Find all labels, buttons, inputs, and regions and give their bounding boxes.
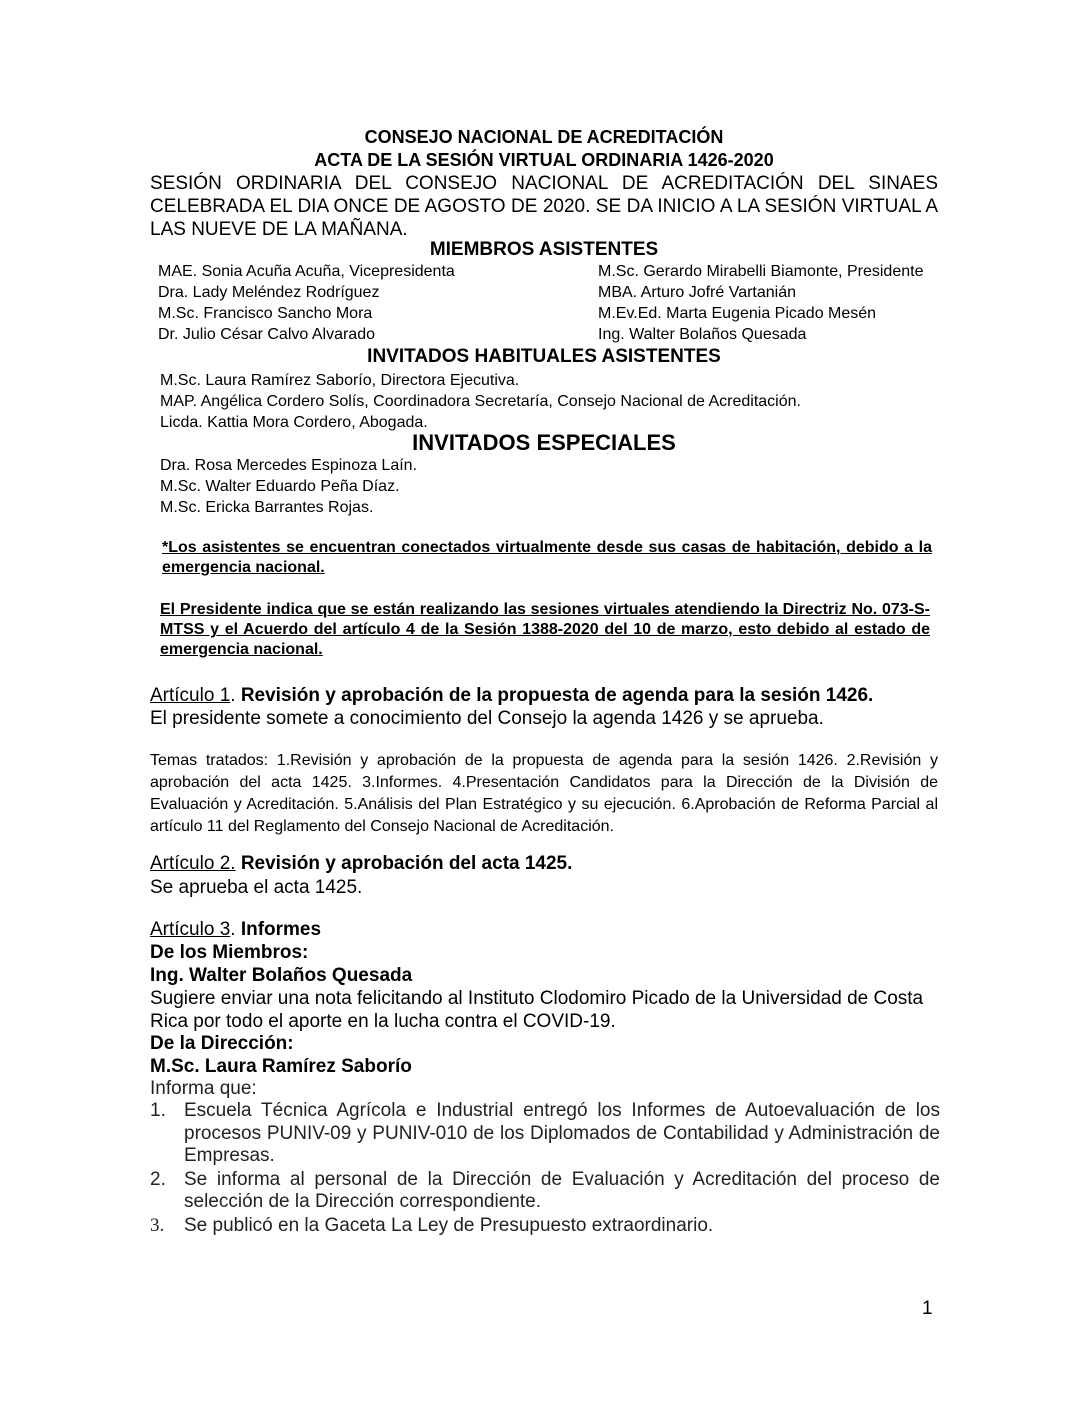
articulo-3-heading: Artículo 3. Informes [150, 919, 322, 940]
list-item: 3. Se publicó en la Gaceta La Ley de Presupuesto extraordinario. [150, 1214, 714, 1236]
guest-name: Licda. Kattia Mora Cordero, Abogada. [160, 414, 428, 431]
miembros-left-column [158, 261, 455, 345]
guest-name: MAP. Angélica Cordero Solís, Coordinadora Secretaría, Consejo Nacional de Acreditación. [160, 393, 801, 410]
member-name: Dra. Lady Meléndez Rodríguez [158, 284, 380, 301]
direccion-subheading: De la Dirección: [150, 1033, 294, 1054]
miembros-heading: MIEMBROS ASISTENTES [429, 239, 659, 260]
guest-name: Dra. Rosa Mercedes Espinoza Laín. [160, 457, 418, 474]
member-name: MBA. Arturo Jofré Vartanián [598, 284, 797, 301]
director-laura-heading: M.Sc. Laura Ramírez Saborío [150, 1056, 412, 1077]
virtual-attendance-note: *Los asistentes se encuentran conectados virtualmente desde sus casas de habitación, debido a la emergencia nacional. [162, 539, 932, 576]
document-subtitle: ACTA DE LA SESIÓN VIRTUAL ORDINARIA 1426-2020 [314, 150, 774, 170]
guest-name: M.Sc. Walter Eduardo Peña Díaz. [160, 478, 400, 495]
especiales-list [160, 455, 417, 518]
page-number: 1 [922, 1298, 933, 1319]
miembros-subheading: De los Miembros: [150, 942, 309, 963]
member-name: M.Sc. Gerardo Mirabelli Biamonte, Presidente [598, 263, 924, 280]
member-name: M.Ev.Ed. Marta Eugenia Picado Mesén [598, 305, 877, 322]
informa-que-label: Informa que: [150, 1078, 257, 1099]
habituales-heading: INVITADOS HABITUALES ASISTENTES [367, 346, 721, 367]
list-item: 1. Escuela Técnica Agrícola e Industrial entregó los Informes de Autoevaluación de los procesos PUNIV-09 y PUNIV-010 de los Diplomados de Contabilidad y Administración de Empresas. [150, 1100, 940, 1166]
guest-name: M.Sc. Laura Ramírez Saborío, Directora Ejecutiva. [160, 372, 520, 389]
articulo-1-text: El presidente somete a conocimiento del Consejo la agenda 1426 y se aprueba. [150, 708, 824, 729]
member-name: MAE. Sonia Acuña Acuña, Vicepresidenta [158, 263, 455, 280]
session-intro: SESIÓN ORDINARIA DEL CONSEJO NACIONAL DE ACREDITACIÓN DEL SINAES CELEBRADA EL DIA ONCE DE AGOSTO DE 2020. SE DA INICIO A LA SESIÓN VIRTUAL A LAS NUEVE DE LA MAÑANA. [150, 173, 938, 240]
member-name: Ing. Walter Bolaños Quesada [598, 326, 807, 343]
walter-report-text: Sugiere enviar una nota felicitando al Instituto Clodomiro Picado de la Universidad de Costa Rica por todo el aporte en la lucha contra el COVID-19. [150, 988, 924, 1032]
informes-list [150, 1100, 940, 1238]
list-item: 2. Se informa al personal de la Dirección de Evaluación y Acreditación del proceso de selección de la Dirección correspondiente. [150, 1168, 940, 1212]
guest-name: M.Sc. Ericka Barrantes Rojas. [160, 499, 374, 516]
miembros-right-column [598, 261, 923, 345]
member-walter-heading: Ing. Walter Bolaños Quesada [150, 965, 413, 986]
document-title: CONSEJO NACIONAL DE ACREDITACIÓN [364, 127, 724, 147]
articulo-2-heading: Artículo 2. Revisión y aprobación del acta 1425. [150, 853, 573, 874]
habituales-list [160, 370, 801, 433]
temas-tratados: Temas tratados: 1.Revisión y aprobación de la propuesta de agenda para la sesión 1426. 2.Revisión y aprobación del acta 1425. 3.Informes. 4.Presentación Candidatos para la Dirección de la División de Evaluación y Acreditación. 5.Análisis del Plan Estratégico y su ejecución. 6.Aprobación de Reforma Parcial al artículo 11 del Reglamento del Consejo Nacional de Acreditación. [150, 752, 938, 835]
president-directive-note: El Presidente indica que se están realizando las sesiones virtuales atendiendo la Directriz No. 073-S-MTSS y el Acuerdo del artículo 4 de la Sesión 1388-2020 del 10 de marzo, esto debido al estado de emergencia nacional. [160, 601, 930, 658]
member-name: Dr. Julio César Calvo Alvarado [158, 326, 375, 343]
articulo-1-heading: Artículo 1. Revisión y aprobación de la propuesta de agenda para la sesión 1426. [150, 685, 874, 706]
articulo-2-text: Se aprueba el acta 1425. [150, 877, 363, 898]
especiales-heading: INVITADOS ESPECIALES [412, 430, 676, 455]
member-name: M.Sc. Francisco Sancho Mora [158, 305, 373, 322]
